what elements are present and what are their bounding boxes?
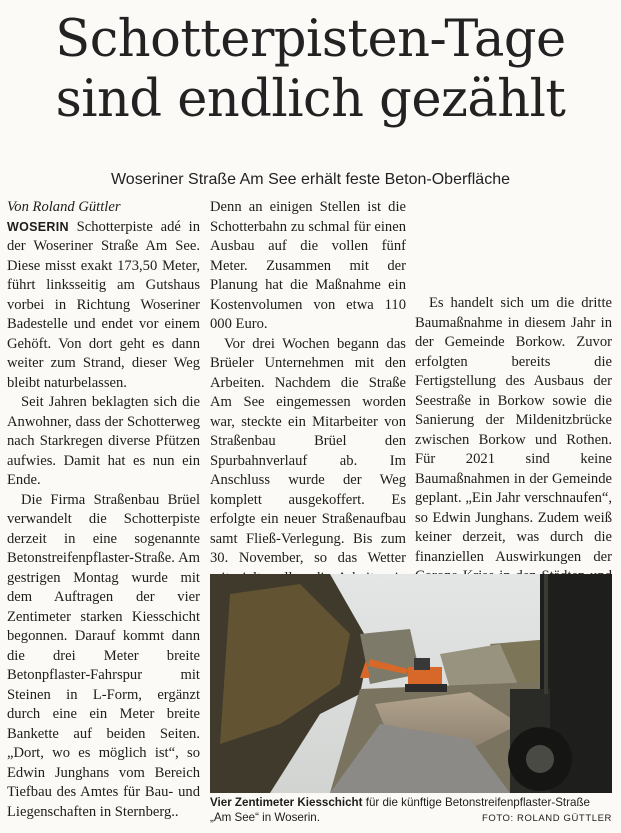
construction-site-image xyxy=(210,574,612,793)
column-2 xyxy=(210,198,406,608)
article-photo xyxy=(210,574,612,793)
paragraph: Vor drei Wochen begann das Brüeler Unternehmen mit den Arbeiten. Nachdem die Straße Am See eingemessen worden war, steckte ein Mitarbeiter von Straßenbau Brüel den Spurbahnverlauf ab. Im Anschluss wurde der Weg komplett ausgekoffert. Es erfolgte ein neuer Straßenaufbau samt Fließ-Verlegung. Bis zum 30. November, so das Wetter xyxy=(210,335,406,566)
dateline: WOSERIN xyxy=(7,219,69,234)
paragraph-intro xyxy=(7,218,200,394)
paragraph: Es handelt sich um die dritte Baumaßnahme in diesem Jahr in der Gemeinde Borkow. Zuvor erfolgten bereits die Fertigstellung des Ausbaus der Seestraße in Borkow sowie die Sanierung der Mildenitzbrücke zwischen Borkow und Rothen. Für 2021 sind keine Baumaßnahmen in der Gemeinde geplant. „Ein Jahr verschnaufen“, so Edwin Junghans. Zudem weiß keiner derzeit, was durch die finanziellen Auswirkungen der xyxy=(415,295,612,565)
column-1 xyxy=(7,198,200,822)
byline: Von Roland Güttler xyxy=(7,199,121,215)
paragraph: Seit Jahren beklagten sich die Anwohner, dass der Schotterweg nach Starkregen diverse Pfützen aufwies. Damit hat es nun ein Ende. xyxy=(7,394,200,488)
paragraph: Die Firma Straßenbau Brüel verwandelt die Schotterpiste derzeit in eine sogenannte Betonstreifenpflaster-Straße. Am gestrigen Montag wurde mit dem Auftragen der vier Zentimeter starken Kiesschicht begonnen. Darauf kommt dann die drei Meter breite Betonpflaster-Fahrspur mit Steinen in L-Form, ergänzt durch eine ein Meter breite Bankette auf beiden Seiten. „Dort, wo es möglich ist“, so Edwin Junghans vom Bereich Tiefbau des Amtes für Bau- und Liegenschaften in Sternberg.. xyxy=(7,491,200,820)
headline-line-2: sind endlich gezählt xyxy=(55,70,566,129)
paragraph-intro-text: Schotterpiste adé in der Woseriner Straße Am See. Diese misst exakt 173,50 Meter, führt linksseitig am Gutshaus vorbei in Richtung Woseriner Badestelle und endet vor einem Gehöft. Von dort geht es dann weiter zum Strand, dieser Weg bleibt naturbelassen. xyxy=(7,218,200,391)
photo-credit: FOTO: ROLAND GÜTTLER xyxy=(481,813,612,824)
subheadline: Woseriner Straße Am See erhält feste Beton-Oberfläche xyxy=(110,171,510,188)
headline-line-1: Schotterpisten-Tage xyxy=(55,10,566,69)
photo-caption xyxy=(210,795,612,825)
headline xyxy=(0,10,621,130)
caption-bold: Vier Zentimeter Kiesschicht xyxy=(210,796,363,809)
paragraph: Denn an einigen Stellen ist die Schotterbahn zu schmal für einen Ausbau auf die vollen fünf Meter. Zusammen mit der Planung hat die Maßnahme ein Kostenvolumen von etwa 110 000 Euro. xyxy=(210,199,406,332)
caption-text: für die künftige Betonstreifenpflaster-Straße „Am See“ in Woserin. xyxy=(210,796,590,824)
